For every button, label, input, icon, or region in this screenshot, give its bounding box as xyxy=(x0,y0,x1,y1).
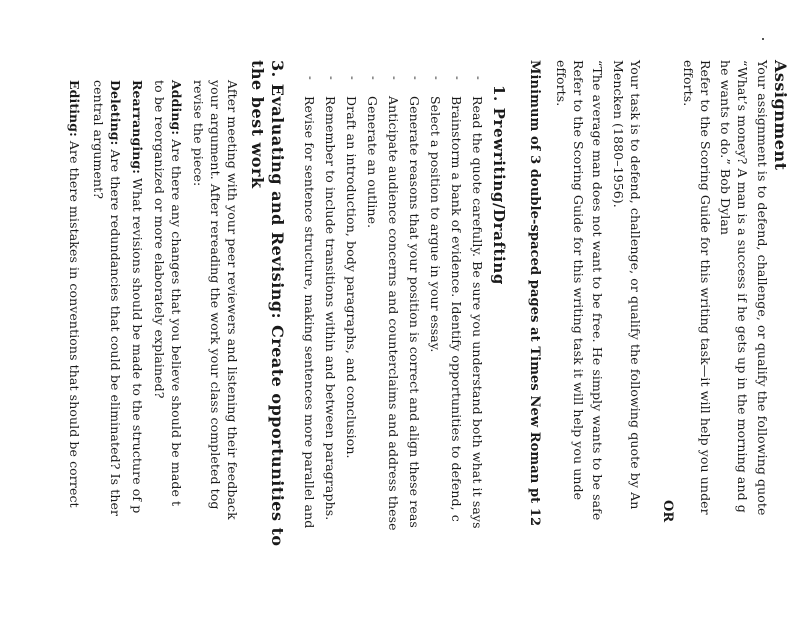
assignment-intro: Your assignment is to defend, challenge, or qualify the following quote xyxy=(755,60,770,516)
bullet-marker: - xyxy=(451,76,464,80)
evaluating-intro-line-1: After meeting with your peer reviewers and listening their feedback xyxy=(225,80,240,520)
evaluating-heading-line-1: 3. Evaluating and Revising: Create opportunities to xyxy=(268,60,287,547)
or-separator: OR xyxy=(660,500,675,523)
list-item: Remember to include transitions within and between paragraphs. xyxy=(323,96,338,521)
editing-text: Are there mistakes in conventions that should be correct xyxy=(67,136,82,508)
scan-speck xyxy=(762,38,764,40)
list-item: Anticipate audience concerns and counterclaims and address these xyxy=(386,96,401,531)
bullet-marker: - xyxy=(367,76,380,80)
adding-line-2: to be reorganized or more elaborately explained? xyxy=(152,80,167,399)
deleting-text: Are there redundancies that could be eliminated? Is ther xyxy=(108,145,123,517)
quote-mencken: “The average man does not want to be free. He simply wants to be safe xyxy=(590,60,605,521)
assignment-heading: Assignment xyxy=(771,60,790,171)
evaluating-heading-line-2: the best work xyxy=(248,60,267,189)
list-item: Read the quote carefully. Be sure you understand both what it says xyxy=(470,96,485,529)
scoring-guide2-line-1: Refer to the Scoring Guide for this writing task it will help you unde xyxy=(571,60,586,501)
list-item: Generate an outline. xyxy=(365,96,380,229)
list-item: Brainstorm a bank of evidence. Identify opportunities to defend, c xyxy=(449,96,464,522)
bullet-marker: - xyxy=(346,76,359,80)
evaluating-intro-line-2: your argument. After rereading the work your class completed tog xyxy=(208,80,223,510)
minimum-pages: Minimum of 3 double-spaced pages at Times New Roman pt 12 xyxy=(527,60,542,527)
list-item: Draft an introduction, body paragraphs, and conclusion. xyxy=(344,96,359,459)
quote-line-1: “What’s money? A man is a success if he gets up in the morning and g xyxy=(735,60,750,513)
bullet-marker: - xyxy=(472,76,485,80)
bullet-marker: - xyxy=(325,76,338,80)
scoring-guide-line-2: efforts. xyxy=(681,60,696,107)
editing-line-1 xyxy=(67,80,82,508)
deleting-label: Deleting: xyxy=(108,80,123,146)
rearranging-text: What revisions should be made to the structure of p xyxy=(130,173,145,514)
bullet-marker: - xyxy=(430,76,443,80)
list-item: Generate reasons that your position is correct and align these reas xyxy=(407,96,422,528)
rearranging-label: Rearranging: xyxy=(130,80,145,174)
deleting-line-1 xyxy=(108,80,123,516)
list-item: Select a position to argue in your essay. xyxy=(428,96,443,353)
evaluating-intro-line-3: revise the piece: xyxy=(191,80,206,187)
bullet-marker: - xyxy=(409,76,422,80)
list-item: Revise for sentence structure, making sentences more parallel and xyxy=(302,96,317,529)
task-line-1: Your task is to defend, challenge, or qualify the following quote by An xyxy=(628,60,643,510)
quote-line-2: he wants to do.” Bob Dylan xyxy=(718,60,733,236)
prewriting-heading: 1. Prewriting/Drafting xyxy=(490,85,508,285)
adding-label: Adding: xyxy=(169,80,184,136)
scoring-guide2-line-2: efforts. xyxy=(554,60,569,107)
adding-text: Are there any changes that you believe should be made t xyxy=(169,135,184,507)
adding-line-1 xyxy=(169,80,184,506)
bullet-marker: - xyxy=(304,76,317,80)
deleting-line-2: central argument? xyxy=(91,80,106,200)
bullet-marker: - xyxy=(388,76,401,80)
rearranging-line-1 xyxy=(130,80,145,513)
editing-label: Editing: xyxy=(67,80,82,137)
scoring-guide-line-1: Refer to the Scoring Guide for this writing task—it will help you under xyxy=(698,60,713,515)
task-line-2: Mencken (1880–1956). xyxy=(611,60,626,208)
